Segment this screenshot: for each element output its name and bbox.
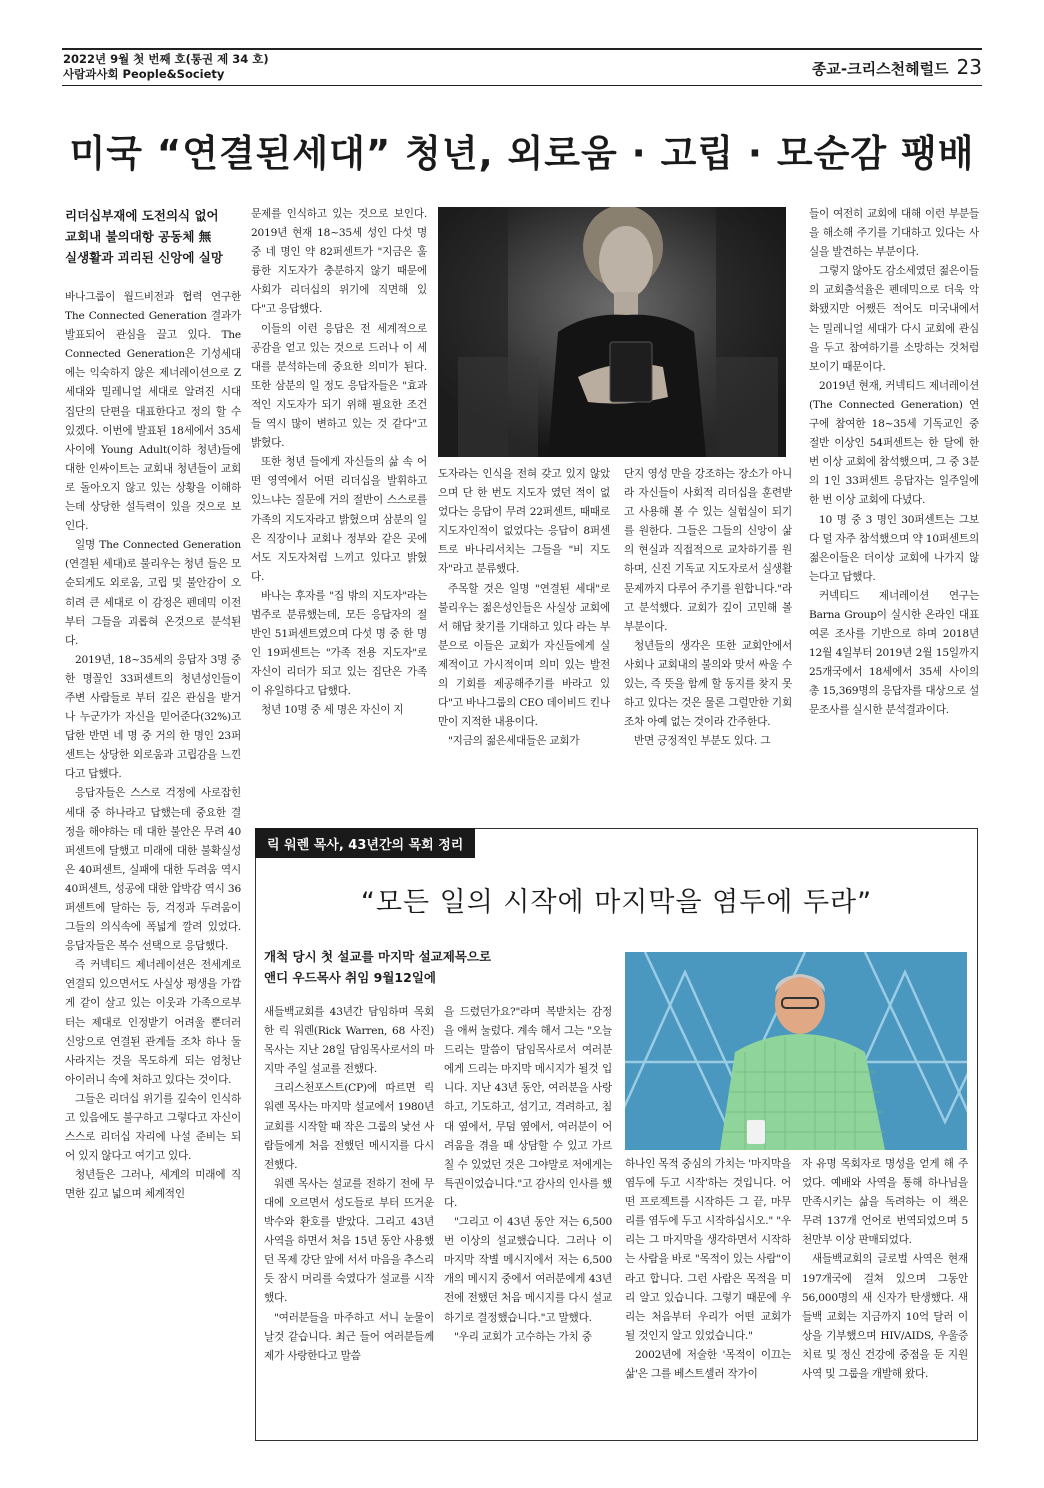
paragraph: 응답자들은 스스로 걱정에 사로잡힌 세대 중 하나라고 답했는데 중요한 결정을 해야하는 데 대한 불안은 무려 40퍼센트에 달했고 미래에 대한 불확실성은 40퍼센트, 실패에 대한 두려움 역시 40퍼센트, 성공에 대한 압박감 역시 36퍼센트에 달하는 등, 걱정과 두려움이 그들의 의식속에 폭넓게 깔려 있었다. 응답자들은 복수 선택으로 응답했다. (65, 787, 241, 953)
issue-info (63, 52, 269, 82)
paragraph: 새들백교회의 글로벌 사역은 현재 197개국에 걸쳐 있으며 그동안 56,000명의 새 신자가 탄생했다. 새들백 교회는 지금까지 10억 달러 이상을 기부했으며 HIV/AIDS, 우울증 치료 및 정신 건강에 중점을 둔 지원 사역 및 그룹을 개발해 왔다. (802, 1253, 968, 1381)
paragraph: 도자라는 인식을 전혀 갖고 있지 않았으며 단 한 번도 지도자 였던 적이 없었다는 응답이 무려 22퍼센트, 때때로 지도자인적이 없었다는 응답이 8퍼센트로 바나리서치는 그들을 "비 지도자"라고 분류했다. (438, 468, 610, 576)
paragraph: 이들의 이런 응답은 전 세계적으로 공감을 얻고 있는 것으로 드러나 이 세대를 분석하는데 중요한 의미가 된다. 또한 삼분의 일 정도 응답자들은 "효과적인 지도자가 되기 위해 필요한 조건들 역시 많이 변하고 있는 것 같다"고 밝혔다. (251, 322, 427, 450)
paragraph: 바나그룹이 월드비전과 협력 연구한 The Connected Generation 결과가 발표되어 관심을 끌고 있다. The Connected Generation은 기성세대에는 익숙하지 않은 제너레이션으로 Z세대와 밀레니얼 세대로 알려진 시대 집단의 단편을 대표한다고 정의 할 수 있겠다. 이번에 발표된 18세에서 35세 사이에 Young Adult(이하 청년)들에 대한 인싸이트는 교회내 청년들이 교회로 돌아오지 않고 있는 상황을 이해하는데 상당한 설득력이 있을 것으로 보인다. (65, 291, 241, 533)
main-col-1 (65, 288, 241, 1438)
paper-info (812, 55, 982, 79)
paragraph: 10 명 중 3 명인 30퍼센트는 그보다 덜 자주 참석했으며 약 10퍼센트의 젊은이들은 더이상 교회에 나가지 않는다고 답했다. (809, 513, 979, 583)
rick-warren-photo (625, 952, 967, 1150)
paragraph: "그리고 이 43년 동안 저는 6,500번 이상의 설교했습니다. 그러나 이 마지막 작별 메시지에서 저는 6,500개의 메시지 중에서 여러분에게 43년전에 전했던 처음 메시지를 다시 설교하기로 결정했습니다."고 말했다. (444, 1216, 612, 1324)
paper-name: 종교-크리스천헤럴드 (811, 60, 949, 78)
box-col-1 (264, 1003, 434, 1433)
main-deck (65, 205, 241, 268)
box-deck (264, 946, 604, 988)
paragraph: 워렌 목사는 설교를 전하기 전에 무대에 오르면서 성도들로 부터 뜨거운 박수와 환호를 받았다. 그리고 43년 사역을 하면서 처음 15년 동안 사용했던 목제 강단 앞에 서서 마음을 추스리듯 잠시 머리를 숙였다가 설교를 시작했다. (264, 1177, 434, 1305)
box-col-2 (444, 1003, 612, 1433)
header-top-rule (62, 48, 982, 50)
paragraph: 크리스천포스트(CP)에 따르면 릭 워렌 목사는 마지막 설교에서 1980년 교회를 시작할 때 작은 그룹의 낯선 사람들에게 처음 전했던 메시지를 다시 전했다. (264, 1082, 434, 1171)
paragraph: 즉 커넥티드 제너레이션은 전세계로 연결되 있으면서도 사실상 평생을 가깝게 같이 살고 있는 이웃과 가족으로부터는 제대로 인정받기 어려울 뿐더러 신앙으로 연결된 관계들 조차 하나 둘 사라지는 것을 목도하게 되는 엄청난 아이러니 속에 처하고 있다는 것이다. (65, 959, 241, 1086)
paragraph: 주목할 것은 일명 "연결된 세대"로 불리우는 젊은성인들은 사실상 교회에서 해답 찾기를 기대하고 있다 라는 부분으로 이들은 교회가 자신들에게 실제적이고 가시적이며 의미 있는 발전의 기회를 제공해주기를 바라고 있다"고 바나그룹의 CEO 데이비드 킨나만이 지적한 내용이다. (438, 582, 610, 729)
woman-photo-illustration (438, 207, 786, 457)
paragraph: 2002년에 저술한 '목적이 이끄는 삶'은 그를 베스트셀러 작가이 (625, 1348, 791, 1381)
deck-line: 교회내 불의대항 공동체 無 (65, 229, 212, 244)
paragraph: 또한 청년 들에게 자신들의 삶 속 어떤 영역에서 어떤 리더십을 발휘하고 있느냐는 질문에 거의 절반이 스스로를 가족의 지도자라고 밝혔으며 삼분의 일은 직장이나 교회나 정부와 같은 곳에서도 지도자처럼 느끼고 있다고 밝혔다. (251, 456, 427, 583)
paragraph: 하나인 목적 중심의 가치는 '마지막을 염두에 두고 시작'하는 것입니다. 어떤 프로젝트를 시작하든 그 끝, 마무리를 염두에 두고 시작하십시오." "우리는 그 마지막을 생각하면서 시작하는 사람을 바로 "목적이 있는 사람"이라고 합니다. 그런 사람은 목적을 미리 알고 있습니다. 그렇기 때문에 우리는 처음부터 우리가 어떤 교회가 될 것인지 알고 있었습니다." (625, 1158, 791, 1342)
section-line: 사람과사회 People&Society (63, 67, 225, 81)
paragraph: 그들은 리더십 위기를 깊숙이 인식하고 있음에도 불구하고 그렇다고 자신이 스스로 리더십 자리에 나설 준비는 되어 있지 않다고 여기고 있다. (65, 1092, 241, 1163)
pastor-photo-illustration (625, 952, 967, 1150)
paragraph: 청년들의 생각은 또한 교회안에서 사회나 교회내의 불의와 맞서 싸울 수 있는, 즉 뜻을 함께 할 동지를 찾지 못하고 있다는 것은 물론 그럴만한 기회조차 아예 없는 것이라 간주한다. (624, 639, 792, 729)
header-bottom-rule (62, 85, 982, 86)
paragraph: 새들백교회를 43년간 담임하며 목회한 릭 워렌(Rick Warren, 68 사진) 목사는 지난 28일 담임목사로서의 마지막 주일 설교를 전했다. (264, 1006, 434, 1076)
deck-line: 실생활과 괴리된 신앙에 실망 (65, 250, 223, 265)
deck-line: 개척 당시 첫 설교를 마지막 설교제목으로 (264, 949, 492, 964)
paragraph: 을 드렸던가요?"라며 복받치는 감정을 애써 눌렀다. 계속 해서 그는 "오늘 드리는 말씀이 담임목사로서 여러분에게 드리는 마지막 메시지가 될것 입니다. 지난 43년 동안, 여러분을 사랑하고, 기도하고, 섬기고, 격려하고, 침대 옆에서, 무덤 옆에서, 여러분이 어려움을 겪을 때 상담할 수 있고 가르칠 수 있었던 것은 그야말로 저에게는 특권이었습니다."고 감사의 인사를 했다. (444, 1006, 612, 1209)
main-col-5 (809, 205, 979, 821)
paragraph: 바나는 후자를 "집 밖의 지도자"라는 범주로 분류했는데, 모든 응답자의 절반인 51퍼센트였으며 다섯 명 중 한 명인 19퍼센트는 "가족 전용 지도자"로 자신이 리더가 되고 있는 집단은 가족이 유일하다고 답했다. (251, 589, 427, 698)
deck-line: 앤디 우드목사 취임 9월12일에 (264, 970, 436, 985)
paragraph: 들이 여전히 교회에 대해 이런 부분들을 해소해 주기를 기대하고 있다는 사실을 발견하는 부분이다. (809, 208, 979, 259)
main-col-4 (624, 465, 792, 821)
paragraph: 단지 영성 만을 강조하는 장소가 아니라 자신들이 사회적 리더십을 훈련받고 사용해 볼 수 있는 실험실이 되기를 원한다. 그들은 그들의 신앙이 삶의 현실과 직접적으로 교차하기를 원하며, 신진 기독교 지도자로서 실생활 문제까지 다루어 주기를 원합니다."라고 분석했다. 교회가 깊이 고민해 볼 부분이다. (624, 468, 792, 633)
paragraph: 커넥티드 제너레이션 연구는 Barna Group이 실시한 온라인 대표 여론 조사를 기반으로 하며 2018년 12월 4일부터 2019년 2월 15일까지 25개국에서 18세에서 35세 사이의 총 15,369명의 응답자를 대상으로 설문조사를 실시한 분석결과이다. (809, 589, 979, 717)
main-col-2 (251, 205, 427, 821)
main-headline: 미국 “연결된세대” 청년, 외로움 · 고립 · 모순감 팽배 (69, 132, 975, 175)
paragraph: 그렇지 않아도 감소세였던 젊은이들의 교회출석율은 펜데믹으로 더욱 악화됐지만 어쨌든 적어도 미국내에서는 밀레니얼 세대가 다시 교회에 관심을 두고 참여하기를 소망하는 것처럼 보이기 때문이다. (809, 265, 979, 373)
paragraph: "우리 교회가 고수하는 가치 중 (454, 1330, 592, 1343)
paragraph: 청년들은 그러나, 세계의 미래에 직면한 깊고 넓으며 체계적인 (65, 1169, 241, 1201)
box-col-4 (802, 1155, 968, 1433)
box-kicker-label: 릭 워렌 목사, 43년간의 목회 정리 (255, 828, 475, 858)
box-headline: “모든 일의 시작에 마지막을 염두에 두라” (360, 887, 873, 918)
paragraph: 일명 The Connected Generation (연결된 세대)로 불리우는 청년 들은 모순되게도 외로움, 고립 및 불안감이 오히려 큰 세대로 이 감정은 펜데믹 이전 부터 그들을 괴롭혀 온것으로 분석된다. (65, 539, 241, 647)
paragraph: 청년 10명 중 세 명은 자신이 지 (261, 704, 404, 717)
paragraph: 2019년 현재, 커넥티드 제너레이션(The Connected Generation) 연구에 참여한 18~35세 기독교인 중 절반 이상인 54퍼센트는 한 달에 한 번 이상 교회에 참석했으며, 그 중 3분의 1인 33퍼센트 응답자는 일주일에 한 번 이상 교회에 다녔다. (809, 379, 979, 507)
paragraph: "지금의 젊은세대들은 교회가 (448, 735, 580, 748)
paragraph: "여러분들을 마주하고 서니 눈물이 날것 같습니다. 최근 들어 여러분들께 제가 사랑한다고 말씀 (264, 1311, 434, 1362)
page-number: 23 (956, 55, 982, 79)
woman-holding-bible-photo (438, 207, 786, 457)
main-col-3 (438, 465, 610, 821)
paragraph: 반면 긍정적인 부분도 있다. 그 (634, 735, 771, 748)
paragraph: 2019년, 18~35세의 응답자 3명 중 한 명꼴인 33퍼센트의 청년성인들이 주변 사람들로 부터 깊은 관심을 받거나 누군가가 자신을 믿어준다(32%)고 답한 반면 네 명 중 거의 한 명인 23퍼센트는 상당한 외로움과 고립감을 느낀다고 답했다. (65, 653, 241, 781)
paragraph: 문제를 인식하고 있는 것으로 보인다. 2019년 현재 18~35세 성인 다섯 명 중 네 명인 약 82퍼센트가 "지금은 훌륭한 지도자가 충분하지 않기 때문에 사회가 리더십의 위기에 직면해 있다"고 응답했다. (251, 208, 427, 316)
box-col-3 (625, 1155, 791, 1433)
paragraph: 자 유명 목회자로 명성을 얻게 해 주었다. 예배와 사역을 통해 하나님을 만족시키는 삶을 독려하는 이 책은 무려 137개 언어로 번역되었으며 5천만부 이상 판매되었다. (802, 1158, 968, 1247)
deck-line: 리더십부재에 도전의식 없어 (65, 208, 219, 223)
issue-line: 2022년 9월 첫 번째 호(통권 제 34 호) (63, 52, 269, 66)
